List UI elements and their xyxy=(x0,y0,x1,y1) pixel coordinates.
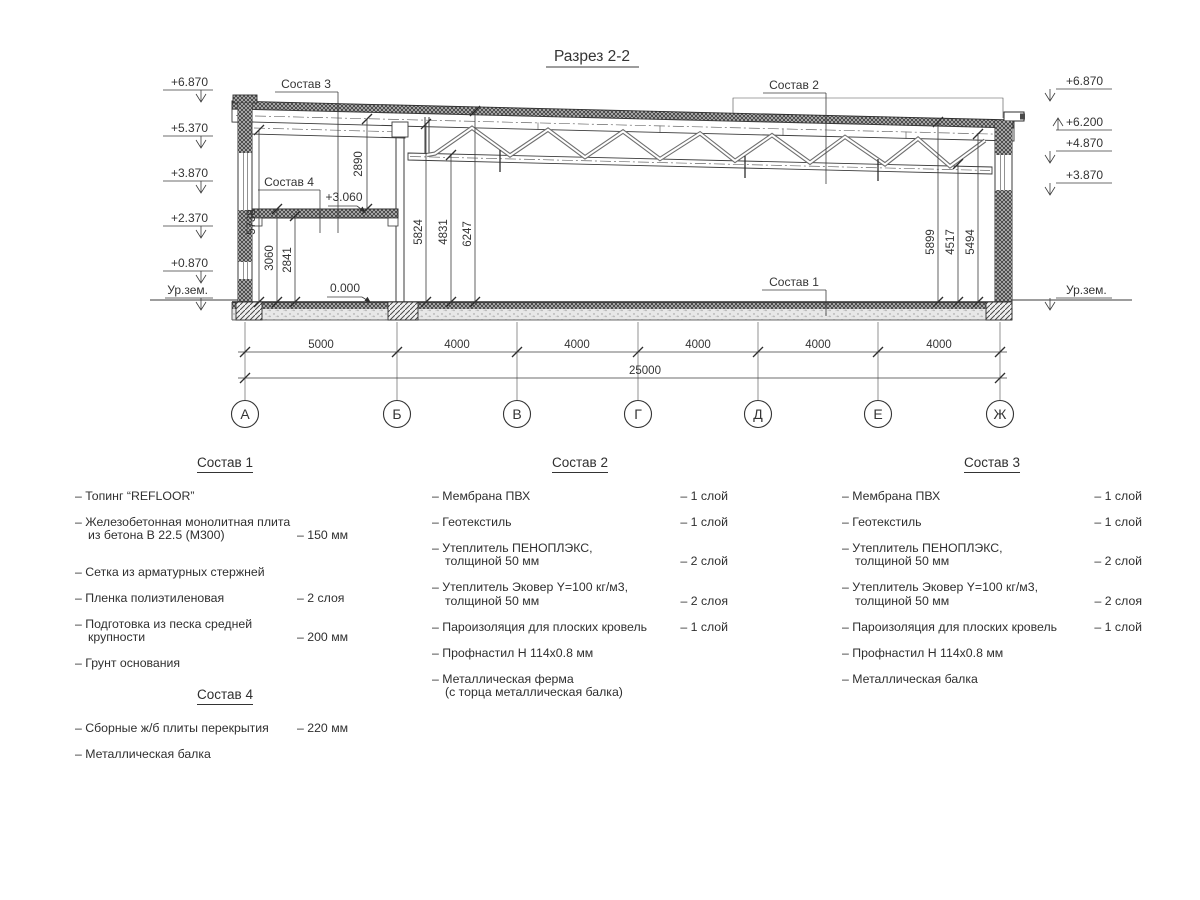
composition-2-title: Состав 2 xyxy=(432,456,728,473)
list-item: – Профнастил Н 114х0.8 мм xyxy=(842,645,1004,660)
elev-right-0 xyxy=(1045,74,1112,101)
list-item: – Металлическая балка xyxy=(842,671,978,686)
elev-left-ground xyxy=(165,283,213,310)
section-title: Разрез 2-2 xyxy=(553,48,631,65)
composition-4 xyxy=(75,688,375,774)
composition-3-title: Состав 3 xyxy=(842,456,1142,473)
svg-text:Состав 2: Состав 2 xyxy=(769,78,819,92)
level-floor xyxy=(327,281,371,303)
svg-text:+6.200: +6.200 xyxy=(1066,115,1104,129)
floor-slab xyxy=(232,302,1012,320)
elev-right-3 xyxy=(1045,168,1112,195)
svg-text:5899: 5899 xyxy=(925,229,937,255)
composition-3 xyxy=(842,456,1142,699)
svg-text:Ур.зем.: Ур.зем. xyxy=(167,283,208,297)
svg-text:0.000: 0.000 xyxy=(329,281,361,295)
roof-edge-cap xyxy=(1020,114,1025,120)
footing-A xyxy=(236,302,262,320)
drawing-title xyxy=(546,48,639,67)
svg-text:3060: 3060 xyxy=(264,245,276,271)
list-item: – Утеплитель Эковер Y=100 кг/м3, толщиной 50 мм – 2 слоя xyxy=(432,580,728,608)
leader-sostav4 xyxy=(258,175,320,233)
elev-left-3 xyxy=(163,211,213,238)
svg-text:+4.870: +4.870 xyxy=(1066,136,1104,150)
svg-text:+6.870: +6.870 xyxy=(170,75,208,89)
elev-left-1 xyxy=(163,121,213,148)
svg-text:4517: 4517 xyxy=(945,229,957,255)
svg-text:+0.870: +0.870 xyxy=(170,256,208,270)
dim-2841 xyxy=(282,211,300,307)
elev-right-1 xyxy=(1053,115,1112,130)
axis-label: Б xyxy=(392,406,402,422)
svg-text:+5.370: +5.370 xyxy=(170,121,208,135)
list-item: – Подготовка из песка средней крупности – 200 мм xyxy=(75,616,349,644)
dim-6247 xyxy=(462,106,480,307)
axis-label: В xyxy=(512,406,522,422)
elev-left-2 xyxy=(163,166,213,193)
svg-text:6247: 6247 xyxy=(462,221,474,247)
svg-text:2841: 2841 xyxy=(282,247,294,273)
list-item: – Пароизоляция для плоских кровель – 1 слой xyxy=(432,619,728,634)
span-dim: 4000 xyxy=(564,339,590,351)
footing-B xyxy=(388,302,418,320)
span-dim: 4000 xyxy=(444,339,470,351)
axis-grid xyxy=(232,322,1014,428)
list-item: – Геотекстиль – 1 слой xyxy=(432,514,728,529)
svg-text:+3.870: +3.870 xyxy=(170,166,208,180)
elev-right-2 xyxy=(1045,136,1112,163)
list-item: – Пароизоляция для плоских кровель – 1 слой xyxy=(842,619,1142,634)
list-item: – Пленка полиэтиленовая – 2 слоя xyxy=(75,590,345,605)
axis-bubbles xyxy=(232,401,1014,428)
span-dim: 4000 xyxy=(926,339,952,351)
composition-1-title: Состав 1 xyxy=(75,456,375,473)
svg-text:Состав 1: Состав 1 xyxy=(769,275,819,289)
svg-text:Ур.зем.: Ур.зем. xyxy=(1066,283,1107,297)
svg-text:2890: 2890 xyxy=(353,151,365,177)
svg-text:4831: 4831 xyxy=(438,219,450,245)
dim-4831 xyxy=(438,150,456,307)
mezzanine-slab xyxy=(252,209,398,218)
span-dim: 4000 xyxy=(805,339,831,351)
axis-label: А xyxy=(240,406,250,422)
elevation-marks-right xyxy=(1045,74,1112,310)
span-dim: 4000 xyxy=(685,339,711,351)
right-wall xyxy=(995,120,1012,302)
mezzanine-bay xyxy=(252,122,408,302)
list-item: – Профнастил Н 114х0.8 мм xyxy=(432,645,594,660)
svg-text:5494: 5494 xyxy=(965,229,977,255)
composition-4-title: Состав 4 xyxy=(75,688,375,705)
list-item: – Утеплитель ПЕНОПЛЭКС, толщиной 50 мм – 2 слой xyxy=(432,540,728,568)
list-item: – Металлическая ферма (с торца металлическая балка) xyxy=(432,671,623,699)
svg-text:+3.060: +3.060 xyxy=(325,190,363,204)
dim-4517 xyxy=(945,159,963,307)
list-item: – Железобетонная монолитная плита из бетона В 22.5 (М300) – 150 мм xyxy=(75,514,349,542)
axis-label: Г xyxy=(634,406,642,422)
axis-label: Е xyxy=(873,406,883,422)
elev-left-4 xyxy=(163,256,213,283)
dim-3060 xyxy=(264,204,282,307)
list-item: – Топинг “REFLOOR” xyxy=(75,488,195,503)
list-item: – Утеплитель ПЕНОПЛЭКС, толщиной 50 мм – 2 слой xyxy=(842,540,1142,568)
list-item: – Грунт основания xyxy=(75,656,181,670)
list-item: – Мембрана ПВХ – 1 слой xyxy=(842,488,1142,503)
list-item: – Сетка из арматурных стержней xyxy=(75,564,265,579)
svg-text:+3.870: +3.870 xyxy=(1066,168,1104,182)
elev-left-0 xyxy=(163,75,213,102)
composition-1 xyxy=(75,456,375,683)
list-item: – Металлическая балка xyxy=(75,746,211,761)
svg-text:Состав 4: Состав 4 xyxy=(264,175,314,189)
axis-label: Ж xyxy=(993,406,1007,422)
axis-label: Д xyxy=(753,406,763,422)
list-item: – Утеплитель Эковер Y=100 кг/м3, толщиной 50 мм – 2 слоя xyxy=(842,580,1142,608)
dim-5824 xyxy=(413,119,431,307)
composition-2 xyxy=(432,456,728,712)
elev-right-ground xyxy=(1045,283,1112,310)
list-item: – Мембрана ПВХ – 1 слой xyxy=(432,488,728,503)
column-cap xyxy=(392,122,408,137)
svg-text:Состав 3: Состав 3 xyxy=(281,77,331,91)
footing-Zh xyxy=(986,302,1012,320)
list-item: – Геотекстиль – 1 слой xyxy=(842,514,1142,529)
elevation-marks-left xyxy=(163,75,213,310)
svg-text:+6.870: +6.870 xyxy=(1066,74,1104,88)
total-dim: 25000 xyxy=(629,365,661,377)
svg-text:5824: 5824 xyxy=(413,219,425,245)
svg-text:5738: 5738 xyxy=(246,209,258,235)
list-item: – Сборные ж/б плиты перекрытия – 220 мм xyxy=(75,720,349,735)
span-dim: 5000 xyxy=(308,339,334,351)
svg-text:+2.370: +2.370 xyxy=(170,211,208,225)
